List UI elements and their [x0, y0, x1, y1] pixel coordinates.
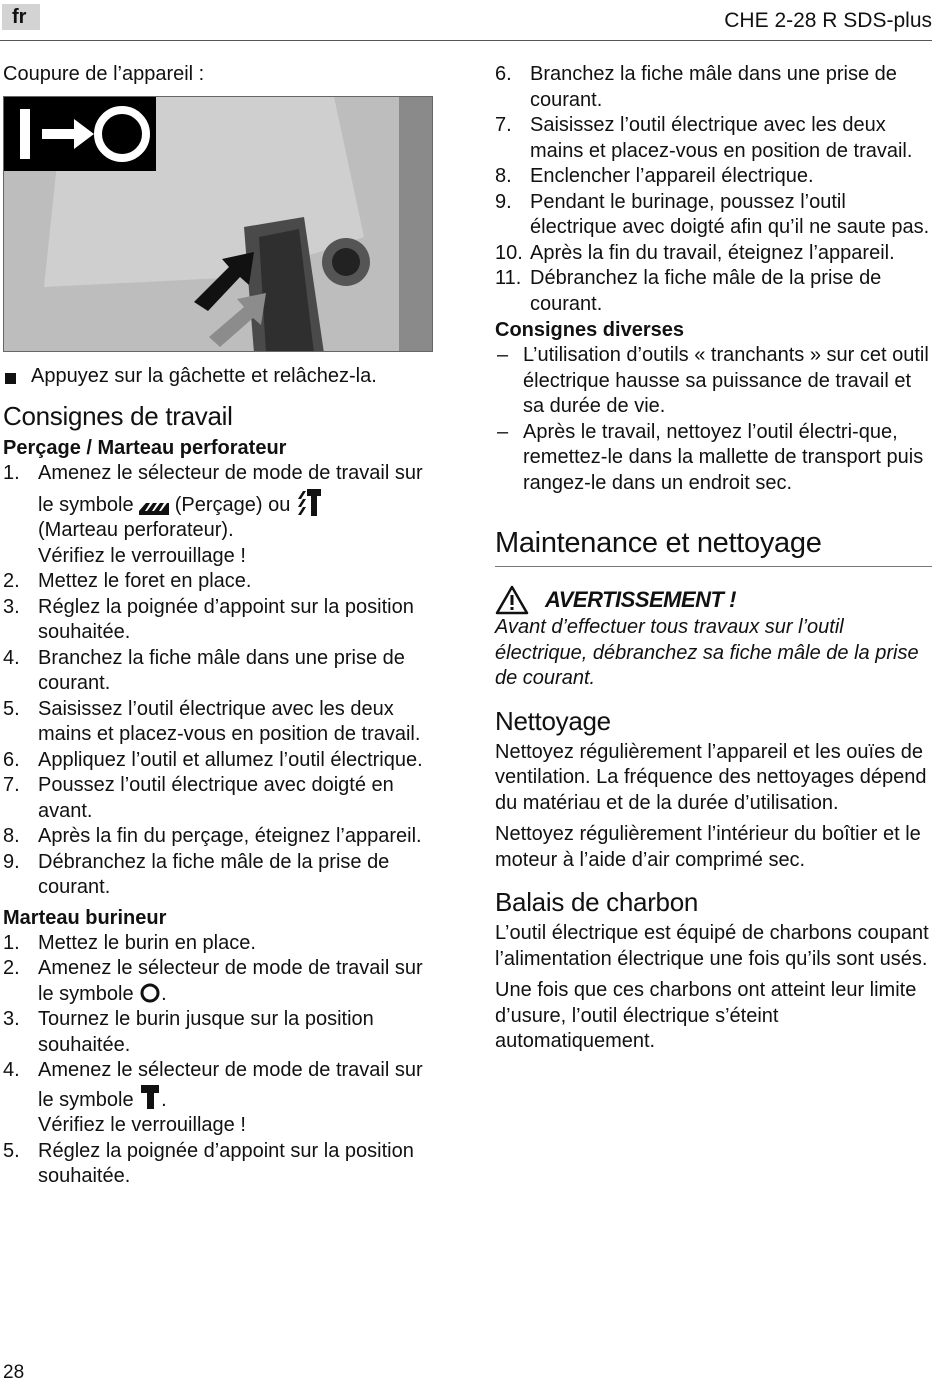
chisel-heading: Marteau burineur: [3, 906, 167, 929]
chisel-steps-continued: [495, 62, 932, 317]
warning-title: AVERTISSEMENT !: [545, 587, 736, 613]
list-item: 9. Pendant le burinage, poussez l’outil électrique avec doigté afin qu’il ne saute pas.: [495, 190, 930, 238]
misc-heading: Consignes diverses: [495, 319, 684, 341]
bullet-icon: [5, 373, 16, 384]
list-item: 1. Mettez le burin en place.: [3, 931, 256, 954]
list-item: 6. Branchez la fiche mâle dans une prise de courant.: [495, 63, 897, 111]
warning-text: Avant d’effectuer tous travaux sur l’outil électrique, débranchez sa fiche mâle de la prise de courant.: [495, 616, 919, 689]
switch-off-illustration: [3, 96, 433, 352]
list-item: 5. Réglez la poignée d’appoint sur la position souhaitée.: [3, 1139, 414, 1187]
drilling-heading: Perçage / Marteau perforateur: [3, 437, 287, 459]
switch-off-label: Coupure de l’appareil :: [3, 63, 205, 85]
list-item: 8. Enclencher l’appareil électrique.: [495, 165, 814, 187]
list-item: 3. Réglez la poignée d’appoint sur la position souhaitée.: [3, 595, 414, 643]
list-item: 5. Saisissez l’outil électrique avec les deux mains et placez-vous en position de travail.: [3, 697, 421, 745]
hammer-drill-mode-icon: [296, 487, 322, 517]
list-item: 7. Poussez l’outil électrique avec doigté en avant.: [3, 774, 394, 822]
right-column: [495, 62, 932, 1055]
cleaning-paragraph-1: Nettoyez régulièrement l’appareil et les ouïes de ventilation. La fréquence des nettoyages dépend du matériau et de la durée d’utilisation.: [495, 740, 927, 814]
warning-header: [495, 585, 932, 615]
list-item: 2. Amenez le sélecteur de mode de travail sur le symbole .: [3, 957, 423, 1005]
drill-trigger-image: [4, 97, 433, 352]
chisel-rotate-mode-icon: [139, 982, 161, 1004]
chisel-mode-icon: [139, 1084, 161, 1110]
chisel-steps: [3, 931, 443, 1190]
section-divider: [495, 566, 932, 567]
brushes-heading: Balais de charbon: [495, 887, 699, 917]
list-item: – L’utilisation d’outils « tranchants » sur cet outil électrique hausse sa puissance de travail et sa durée de vie.: [497, 344, 929, 417]
list-item: 4. Branchez la fiche mâle dans une prise de courant.: [3, 646, 405, 694]
trigger-instruction: Appuyez sur la gâchette et relâchez-la.: [3, 364, 443, 390]
maintenance-heading: Maintenance et nettoyage: [495, 527, 822, 559]
header-divider: [0, 40, 932, 41]
list-item: 6. Appliquez l’outil et allumez l’outil électrique.: [3, 748, 423, 771]
cleaning-heading: Nettoyage: [495, 705, 611, 736]
page-number: 28: [3, 1362, 25, 1383]
drill-mode-icon: [139, 499, 169, 515]
cleaning-paragraph-2: Nettoyez régulièrement l’intérieur du boîtier et le moteur à l’aide d’air comprimé sec.: [495, 823, 921, 871]
list-item: 2. Mettez le foret en place.: [3, 570, 252, 592]
list-item: 4. Amenez le sélecteur de mode de travail sur le symbole . Vérifiez le verrouillage !: [3, 1059, 423, 1136]
list-item: 10. Après la fin du travail, éteignez l’appareil.: [495, 241, 895, 264]
drilling-steps: [3, 461, 443, 901]
brushes-paragraph-2: Une fois que ces charbons ont atteint leur limite d’usure, l’outil électrique s’éteint automatiquement.: [495, 979, 917, 1052]
list-item: 11. Débranchez la fiche mâle de la prise de courant.: [495, 267, 882, 315]
list-item: 3. Tournez le burin jusque sur la position souhaitée.: [3, 1008, 374, 1056]
model-title: CHE 2-28 R SDS-plus: [724, 9, 932, 32]
brushes-paragraph-1: L’outil électrique est équipé de charbons coupant l’alimentation électrique une fois qu’ils sont usés.: [495, 922, 929, 970]
list-item: 7. Saisissez l’outil électrique avec les deux mains et placez-vous en position de travail.: [495, 114, 913, 162]
list-item: 1. Amenez le sélecteur de mode de travail sur le symbole (Perçage) ou (Marteau perforateur). Vérifiez le verrouillage !: [3, 462, 423, 567]
misc-list: [495, 343, 932, 496]
list-item: – Après le travail, nettoyez l’outil électri-que, remettez-le dans la mallette de transport puis rangez-le dans un endroit sec.: [497, 420, 924, 494]
list-item: 8. Après la fin du perçage, éteignez l’appareil.: [3, 825, 422, 847]
warning-triangle-icon: [495, 585, 529, 615]
language-badge: fr: [2, 4, 40, 30]
work-instructions-heading: Consignes de travail: [3, 401, 233, 431]
list-item: 9. Débranchez la fiche mâle de la prise de courant.: [3, 850, 390, 898]
left-column: [3, 62, 443, 1190]
